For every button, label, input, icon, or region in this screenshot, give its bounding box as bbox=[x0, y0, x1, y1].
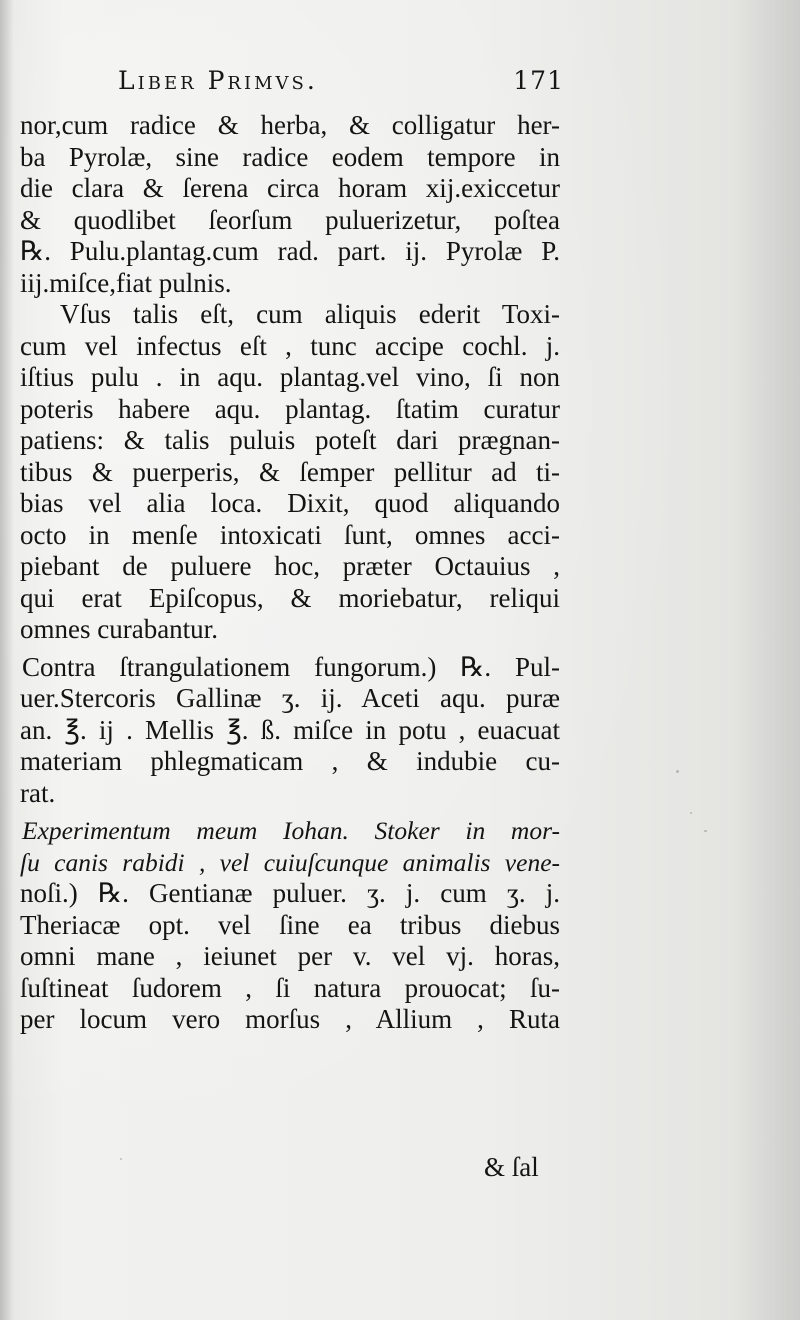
text-line: an. ℥. ij . Mellis ℥. ß. miſce in potu , euacuat bbox=[20, 714, 560, 745]
paper-speck bbox=[120, 1158, 122, 1160]
text-line: per locum vero morſus , Allium , Ruta bbox=[20, 1004, 560, 1034]
text-line: uer.Stercoris Gallinæ ʒ. ij. Aceti aqu. puræ bbox=[20, 683, 560, 713]
page-edge-shadow bbox=[730, 0, 800, 1320]
text-line: poteris habere aqu. plantag. ſtatim curatur bbox=[20, 393, 560, 424]
text-line: piebant de puluere hoc, præter Octauius , bbox=[20, 551, 560, 581]
text-line: Contra ſtrangulationem fungorum.) ℞. Pul- bbox=[22, 651, 560, 682]
paper-speck bbox=[676, 770, 679, 773]
text-line: iſtius pulu . in aqu. plantag.vel vino, ſi non bbox=[20, 362, 560, 392]
text-line: noſi.) ℞. Gentianæ puluer. ʒ. j. cum ʒ. j. bbox=[20, 878, 560, 908]
text-line: ba Pyrolæ, sine radice eodem tempore in bbox=[20, 141, 560, 172]
text-line: qui erat Epiſcopus, & moriebatur, reliqui bbox=[20, 582, 560, 613]
text-line: bias vel alia loca. Dixit, quod aliquando bbox=[20, 488, 560, 518]
gutter-shadow bbox=[0, 0, 14, 1320]
catchword: & ſal bbox=[484, 1152, 539, 1182]
text-line: Theriacæ opt. vel ſine ea tribus diebus bbox=[20, 909, 560, 940]
text-line: ſuſtineat ſudorem , ſi natura prouocat; ſu- bbox=[20, 972, 560, 1003]
text-line: Experimentum meum Iohan. Stoker in mor- bbox=[22, 816, 560, 845]
text-line: omni mane , ieiunet per v. vel vj. horas, bbox=[20, 941, 560, 971]
text-line: tibus & puerperis, & ſemper pellitur ad ti- bbox=[20, 456, 560, 487]
text-line: octo in menſe intoxicati ſunt, omnes acci- bbox=[20, 519, 560, 550]
text-line: Vſus talis eſt, cum aliquis ederit Toxi- bbox=[60, 299, 560, 329]
text-line: rat. bbox=[20, 777, 56, 808]
running-head: Liber Primvs. bbox=[118, 66, 318, 95]
text-line: iij.miſce,fiat pulnis. bbox=[20, 267, 232, 298]
text-line: ℞. Pulu.plantag.cum rad. part. ij. Pyrolæ P. bbox=[20, 236, 560, 266]
text-line: & quodlibet ſeorſum puluerizetur, poſtea bbox=[20, 204, 560, 235]
text-line: die clara & ſerena circa horam xij.exiccetur bbox=[20, 173, 560, 203]
paper-speck bbox=[690, 812, 692, 814]
page-number: 171 bbox=[513, 66, 564, 95]
text-line: cum vel infectus eſt , tunc accipe cochl. j. bbox=[20, 330, 560, 361]
text-line: nor,cum radice & herba, & colligatur her- bbox=[20, 110, 560, 140]
text-line: omnes curabantur. bbox=[20, 614, 218, 644]
text-line: patiens: & talis puluis poteſt dari prægnan- bbox=[20, 425, 560, 455]
page-header bbox=[118, 66, 564, 106]
text-line: materiam phlegmaticam , & indubie cu- bbox=[20, 746, 560, 776]
text-block bbox=[20, 110, 560, 1036]
text-line: ſu canis rabidi , vel cuiuſcunque animalis vene- bbox=[20, 847, 560, 877]
paper-speck bbox=[704, 830, 707, 832]
